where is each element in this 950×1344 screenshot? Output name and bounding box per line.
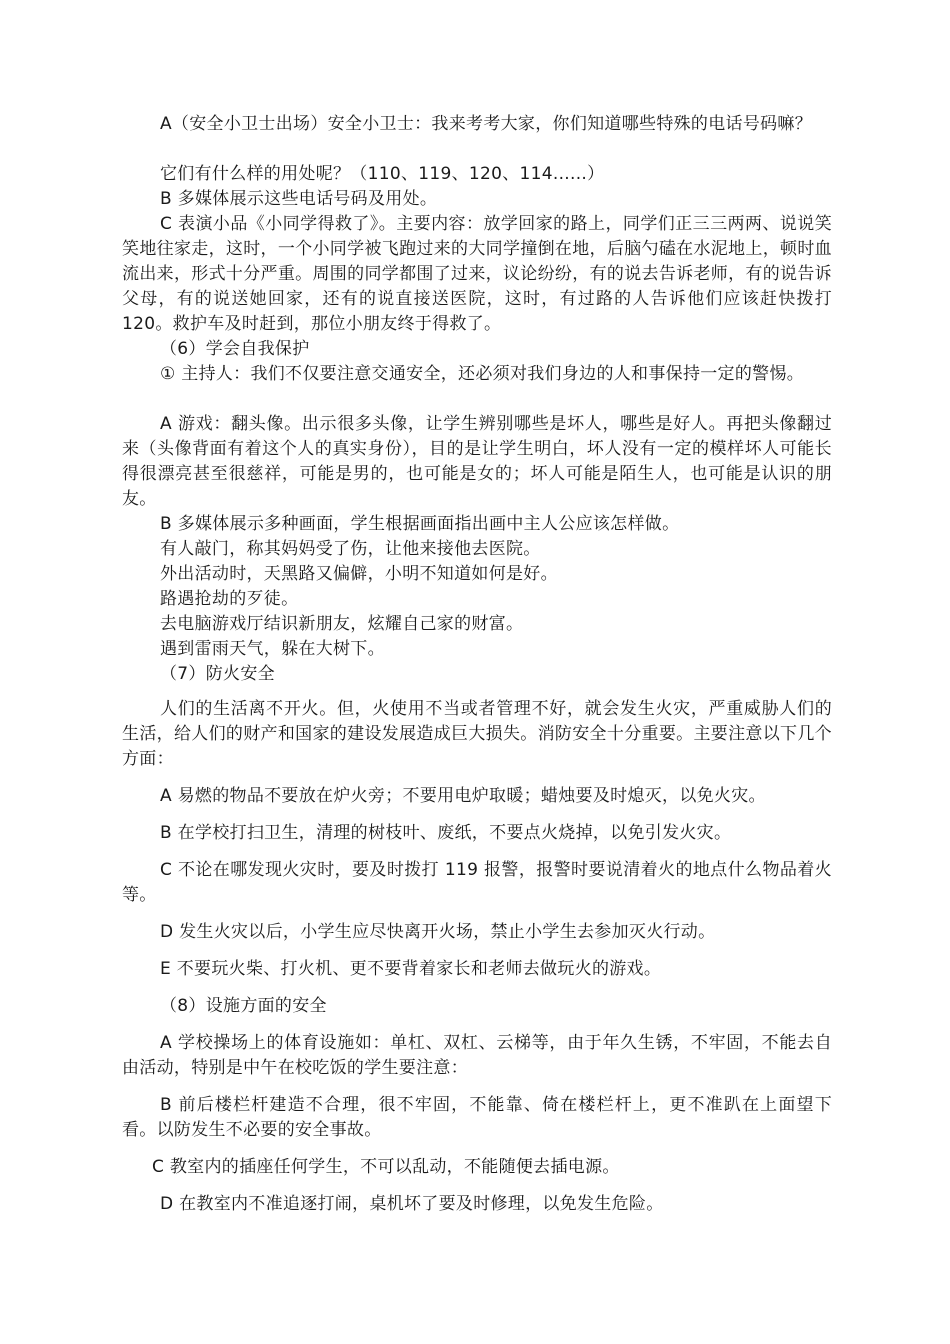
paragraph-fire-c: C 不论在哪发现火灾时，要及时拨打 119 报警，报警时要说清着火的地点什么物品着火等。 xyxy=(122,860,832,905)
scene-item: 遇到雷雨天气，躲在大树下。 xyxy=(160,639,385,659)
paragraph-phone-numbers: 它们有什么样的用处呢？（110、119、120、114......） xyxy=(160,164,605,184)
paragraph-a-game: A 游戏：翻头像。出示很多头像，让学生辨别哪些是坏人，哪些是好人。再把头像翻过来（头像背面有着这个人的真实身份），目的是让学生明白，坏人没有一定的模样坏人可能长得很漂亮甚至很慈祥，可能是男的，也可能是女的；坏人可能是陌生人，也可能是认识的朋友。 xyxy=(122,414,832,509)
scene-item: 有人敲门，称其妈妈受了伤，让他来接他去医院。 xyxy=(160,539,541,559)
paragraph-facility-a: A 学校操场上的体育设施如：单杠、双杠、云梯等，由于年久生锈，不牢固，不能去自由活动，特别是中午在校吃饭的学生要注意： xyxy=(122,1033,832,1078)
scene-item: 路遇抢劫的歹徒。 xyxy=(160,589,299,609)
scene-item: 外出活动时，天黑路又偏僻，小明不知道如何是好。 xyxy=(160,564,558,584)
paragraph-facility-b: B 前后楼栏杆建造不合理，很不牢固，不能靠、倚在楼栏杆上，更不准趴在上面望下看。以防发生不必要的安全事故。 xyxy=(122,1095,832,1140)
heading-facility-safety: （8）设施方面的安全 xyxy=(160,996,327,1016)
paragraph-host-remarks: ① 主持人：我们不仅要注意交通安全，还必须对我们身边的人和事保持一定的警惕。 xyxy=(160,364,805,384)
paragraph-fire-intro: 人们的生活离不开火。但，火使用不当或者管理不好，就会发生火灾，严重威胁人们的生活，给人们的财产和国家的建设发展造成巨大损失。消防安全十分重要。主要注意以下几个方面： xyxy=(122,699,832,769)
paragraph-b-multimedia: B 多媒体展示这些电话号码及用处。 xyxy=(160,189,438,209)
paragraph-fire-e: E 不要玩火柴、打火机、更不要背着家长和老师去做玩火的游戏。 xyxy=(160,959,662,979)
paragraph-fire-b: B 在学校打扫卫生，清理的树枝叶、废纸，不要点火烧掉，以免引发火灾。 xyxy=(160,823,732,843)
paragraph-fire-d: D 发生火灾以后，小学生应尽快离开火场，禁止小学生去参加灭火行动。 xyxy=(160,922,716,942)
scene-item: 去电脑游戏厅结识新朋友，炫耀自己家的财富。 xyxy=(160,614,524,634)
paragraph-facility-c: C 教室内的插座任何学生，不可以乱动，不能随便去插电源。 xyxy=(152,1157,620,1177)
paragraph-a-guard-intro: A（安全小卫士出场）安全小卫士：我来考考大家，你们知道哪些特殊的电话号码嘛？ xyxy=(160,114,813,134)
heading-self-protection: （6）学会自我保护 xyxy=(160,339,310,359)
paragraph-b-scenes: B 多媒体展示多种画面，学生根据画面指出画中主人公应该怎样做。 xyxy=(160,514,680,534)
heading-fire-safety: （7）防火安全 xyxy=(160,664,275,684)
paragraph-c-skit: C 表演小品《小同学得救了》。主要内容：放学回家的路上，同学们正三三两两、说说笑笑地往家走，这时，一个小同学被飞跑过来的大同学撞倒在地，后脑勺磕在水泥地上，顿时血流出来，形式十分严重。周围的同学都围了过来，议论纷纷，有的说去告诉老师，有的说告诉父母，有的说送她回家，还有的说直接送医院，这时，有过路的人告诉他们应该赶快拨打 120。救护车及时赶到，那位小朋友终于得救了。 xyxy=(122,214,832,334)
paragraph-fire-a: A 易燃的物品不要放在炉火旁；不要用电炉取暖；蜡烛要及时熄灭，以免火灾。 xyxy=(160,786,766,806)
paragraph-facility-d: D 在教室内不准追逐打闹，桌机坏了要及时修理，以免发生危险。 xyxy=(160,1194,664,1214)
